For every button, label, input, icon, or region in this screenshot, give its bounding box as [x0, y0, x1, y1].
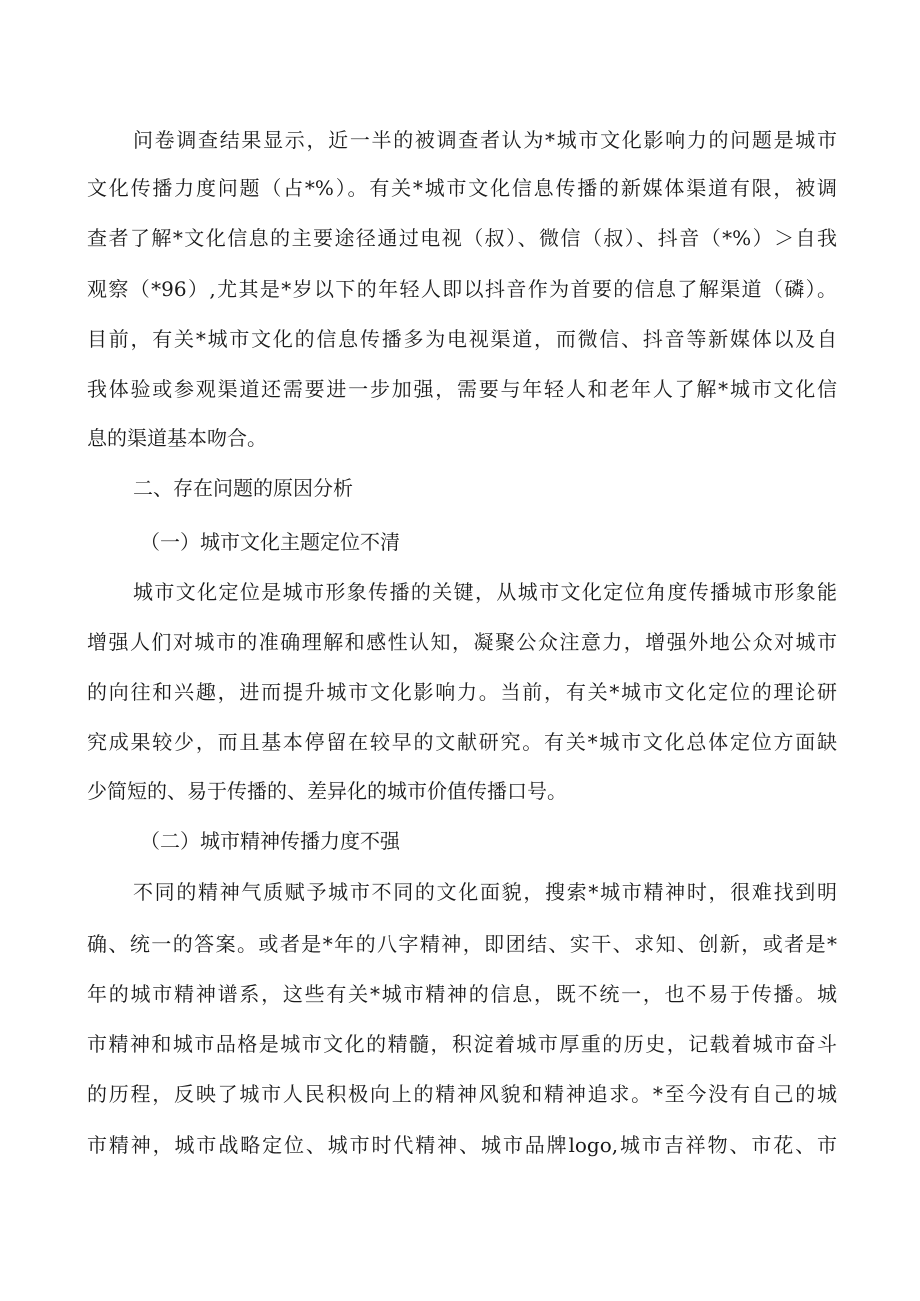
- section-heading: 二、存在问题的原因分析: [133, 476, 353, 500]
- paragraph-line: 问卷调查结果显示，近一半的被调查者认为*城市文化影响力的问题是城市: [133, 128, 837, 152]
- paragraph-line: 查者了解*文化信息的主要途径通过电视（叔）、微信（叔）、抖音（*%）＞自我: [87, 226, 837, 250]
- subsection-heading: （二）城市精神传播力度不强: [140, 829, 400, 853]
- paragraph-line: 目前，有关*城市文化的信息传播多为电视渠道，而微信、抖音等新媒体以及自: [87, 327, 837, 351]
- paragraph-line: 的向往和兴趣，进而提升城市文化影响力。当前，有关*城市文化定位的理论研: [87, 680, 837, 704]
- paragraph-line: 的历程，反映了城市人民积极向上的精神风貌和精神追求。*至今没有自己的城: [87, 1082, 837, 1106]
- paragraph-line: 少简短的、易于传播的、差异化的城市价值传播口号。: [87, 779, 567, 803]
- paragraph-line: 我体验或参观渠道还需要进一步加强，需要与年轻人和老年人了解*城市文化信: [87, 377, 837, 401]
- paragraph-line: 文化传播力度问题（占*%）。有关*城市文化信息传播的新媒体渠道有限，被调: [87, 176, 837, 200]
- paragraph-line: 息的渠道基本吻合。: [87, 426, 267, 450]
- paragraph-line: 年的城市精神谱系，这些有关*城市精神的信息，既不统一，也不易于传播。城: [87, 982, 837, 1006]
- paragraph-line: 市精神和城市品格是城市文化的精髓，积淀着城市厚重的历史，记载着城市奋斗: [87, 1032, 837, 1056]
- paragraph-line: 不同的精神气质赋予城市不同的文化面貌，搜索*城市精神时，很难找到明: [133, 880, 837, 904]
- paragraph-line: 究成果较少，而且基本停留在较早的文献研究。有关*城市文化总体定位方面缺: [87, 730, 837, 754]
- paragraph-line: 市精神，城市战略定位、城市时代精神、城市品牌logo,城市吉祥物、市花、市: [87, 1133, 837, 1157]
- paragraph-line: 城市文化定位是城市形象传播的关键，从城市文化定位角度传播城市形象能: [133, 580, 837, 604]
- paragraph-line: 增强人们对城市的准确理解和感性认知，凝聚公众注意力，增强外地公众对城市: [87, 630, 837, 654]
- paragraph-line: 确、统一的答案。或者是*年的八字精神，即团结、实干、求知、创新，或者是*: [87, 932, 837, 956]
- subsection-heading: （一）城市文化主题定位不清: [140, 530, 400, 554]
- paragraph-line: 观察（*96）,尤其是*岁以下的年轻人即以抖音作为首要的信息了解渠道（磷）。: [87, 277, 837, 301]
